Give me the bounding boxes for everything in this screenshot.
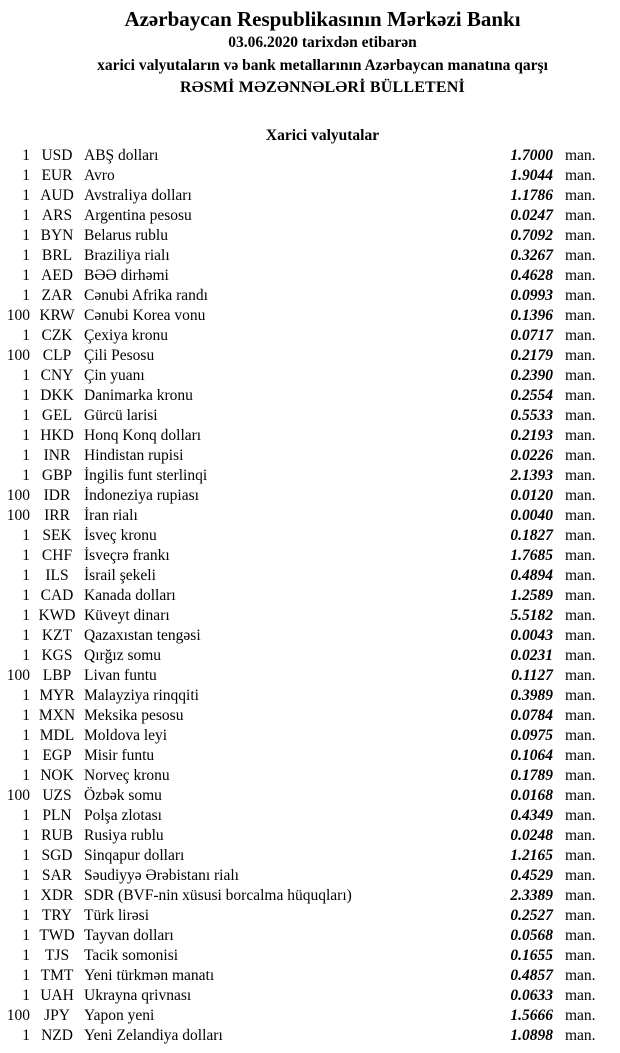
rate-row (0, 346, 620, 366)
rate-value: 1.7000 (510, 146, 553, 164)
rate-unit: man. (565, 906, 596, 924)
rate-unit: man. (565, 766, 596, 784)
rate-unit: man. (565, 506, 596, 524)
rate-row (0, 206, 620, 226)
rate-quantity: 1 (22, 806, 30, 824)
rate-row (0, 326, 620, 346)
rate-row (0, 266, 620, 286)
rate-quantity: 1 (22, 926, 30, 944)
rate-quantity: 1 (22, 386, 30, 404)
rate-value: 1.1786 (510, 186, 553, 204)
rate-row (0, 306, 620, 326)
rate-value: 0.0247 (510, 206, 553, 224)
currency-code: TJS (44, 946, 70, 964)
rate-value: 0.0717 (510, 326, 553, 344)
currency-code: USD (41, 146, 73, 164)
rate-unit: man. (565, 666, 596, 684)
currency-code: NOK (40, 766, 74, 784)
rate-quantity: 1 (22, 986, 30, 1004)
rate-value: 0.2179 (510, 346, 553, 364)
rate-unit: man. (565, 846, 596, 864)
rate-value: 0.5533 (510, 406, 553, 424)
rate-row (0, 566, 620, 586)
rate-quantity: 1 (22, 766, 30, 784)
rate-quantity: 1 (22, 206, 30, 224)
rate-value: 1.0898 (510, 1026, 553, 1044)
rate-row (0, 606, 620, 626)
currency-name: BƏƏ dirhəmi (84, 266, 169, 284)
rate-unit: man. (565, 986, 596, 1004)
rate-value: 2.1393 (510, 466, 553, 484)
rate-unit: man. (565, 646, 596, 664)
currency-code: IRR (44, 506, 70, 524)
currency-code: INR (43, 446, 71, 464)
rate-value: 0.0043 (510, 626, 553, 644)
rate-unit: man. (565, 486, 596, 504)
currency-code: HKD (40, 426, 74, 444)
rate-unit: man. (565, 246, 596, 264)
currency-code: MXN (38, 706, 76, 724)
rate-row (0, 146, 620, 166)
rate-quantity: 1 (22, 906, 30, 924)
rate-row (0, 646, 620, 666)
currency-name: Cənubi Korea vonu (84, 306, 206, 324)
rate-value: 0.1655 (510, 946, 553, 964)
rate-unit: man. (565, 326, 596, 344)
rate-value: 1.9044 (510, 166, 553, 184)
rate-quantity: 1 (22, 246, 30, 264)
rate-quantity: 1 (22, 646, 30, 664)
rate-row (0, 966, 620, 986)
currency-name: Gürcü larisi (84, 406, 158, 424)
currency-name: Danimarka kronu (84, 386, 193, 404)
rate-unit: man. (565, 186, 596, 204)
currency-code: EUR (41, 166, 73, 184)
rate-unit: man. (565, 746, 596, 764)
currency-code: KGS (41, 646, 73, 664)
currency-name: Səudiyyə Ərəbistanı rialı (84, 866, 239, 884)
currency-name: Qazaxıstan tengəsi (84, 626, 201, 644)
rate-quantity: 1 (22, 846, 30, 864)
currency-name: Meksika pesosu (84, 706, 184, 724)
rate-row (0, 506, 620, 526)
rate-quantity: 1 (22, 686, 30, 704)
rate-row (0, 406, 620, 426)
currency-code: GEL (41, 406, 73, 424)
rate-row (0, 866, 620, 886)
rate-value: 0.1127 (511, 666, 553, 684)
rate-row (0, 246, 620, 266)
currency-name: Livan funtu (84, 666, 157, 684)
currency-name: Ukrayna qrivnası (84, 986, 192, 1004)
currency-name: Misir funtu (84, 746, 155, 764)
currency-name: Özbək somu (84, 786, 162, 804)
currency-name: Yeni türkmən manatı (84, 966, 215, 984)
currency-code: MYR (39, 686, 75, 704)
currency-code: CNY (40, 366, 74, 384)
rate-value: 0.1827 (510, 526, 553, 544)
rate-unit: man. (565, 266, 596, 284)
currency-name: SDR (BVF-nin xüsusi borcalma hüquqları) (84, 886, 352, 904)
currency-name: ABŞ dolları (84, 146, 159, 164)
rate-quantity: 1 (22, 546, 30, 564)
rate-row (0, 746, 620, 766)
rate-row (0, 946, 620, 966)
currency-code: AED (41, 266, 73, 284)
rate-unit: man. (565, 526, 596, 544)
rate-quantity: 1 (22, 746, 30, 764)
rate-value: 0.1789 (510, 766, 553, 784)
rate-row (0, 986, 620, 1006)
currency-name: Yeni Zelandiya dolları (84, 1026, 223, 1044)
rate-value: 5.5182 (510, 606, 553, 624)
currency-name: İndoneziya rupiası (84, 486, 199, 504)
currency-name: Qırğız somu (84, 646, 162, 664)
currency-code: MDL (39, 726, 75, 744)
rate-row (0, 906, 620, 926)
rate-quantity: 1 (22, 226, 30, 244)
rate-row (0, 586, 620, 606)
rate-value: 0.0231 (510, 646, 553, 664)
currency-name: Türk lirəsi (84, 906, 149, 924)
currency-code: UZS (42, 786, 72, 804)
currency-code: UAH (40, 986, 74, 1004)
rate-unit: man. (565, 146, 596, 164)
rate-quantity: 1 (22, 726, 30, 744)
rate-unit: man. (565, 426, 596, 444)
rate-row (0, 386, 620, 406)
rate-value: 0.0226 (510, 446, 553, 464)
rate-value: 0.0168 (510, 786, 553, 804)
rate-quantity: 1 (22, 266, 30, 284)
rate-unit: man. (565, 386, 596, 404)
rate-row (0, 806, 620, 826)
rate-quantity: 1 (22, 826, 30, 844)
rate-unit: man. (565, 366, 596, 384)
currency-name: İran rialı (84, 506, 138, 524)
rate-unit: man. (565, 206, 596, 224)
currency-code: KZT (41, 626, 73, 644)
rate-row (0, 286, 620, 306)
rate-quantity: 1 (22, 146, 30, 164)
rate-unit: man. (565, 886, 596, 904)
currency-name: Hindistan rupisi (84, 446, 184, 464)
currency-name: Moldova leyi (84, 726, 168, 744)
rate-row (0, 706, 620, 726)
currency-name: Norveç kronu (84, 766, 170, 784)
rate-quantity: 1 (22, 586, 30, 604)
currency-code: SAR (41, 866, 73, 884)
currency-code: TRY (41, 906, 73, 924)
currency-code: GBP (41, 466, 73, 484)
currency-name: Sinqapur dolları (84, 846, 185, 864)
rate-value: 0.3267 (510, 246, 553, 264)
rate-unit: man. (565, 626, 596, 644)
rate-quantity: 1 (22, 566, 30, 584)
currency-code: NZD (41, 1026, 73, 1044)
currency-code: XDR (40, 886, 74, 904)
currency-code: EGP (42, 746, 72, 764)
currency-name: Tacik somonisi (84, 946, 179, 964)
currency-name: Avro (84, 166, 115, 184)
rate-quantity: 100 (6, 486, 30, 504)
rate-row (0, 846, 620, 866)
rate-unit: man. (565, 546, 596, 564)
rate-quantity: 1 (22, 366, 30, 384)
rate-value: 0.4628 (510, 266, 553, 284)
currency-name: Argentina pesosu (84, 206, 192, 224)
rate-quantity: 1 (22, 626, 30, 644)
rate-unit: man. (565, 926, 596, 944)
currency-name: Yapon yeni (84, 1006, 155, 1024)
rate-quantity: 100 (6, 666, 30, 684)
rate-value: 0.2527 (510, 906, 553, 924)
rate-row (0, 366, 620, 386)
currency-name: Tayvan dolları (84, 926, 174, 944)
bulletin-header (0, 0, 620, 100)
rate-value: 0.0975 (510, 726, 553, 744)
rate-unit: man. (565, 346, 596, 364)
currency-code: CHF (41, 546, 73, 564)
rate-row (0, 726, 620, 746)
currency-code: ZAR (41, 286, 73, 304)
rate-quantity: 100 (6, 786, 30, 804)
currency-name: Çin yuanı (84, 366, 145, 384)
rate-row (0, 446, 620, 466)
rate-unit: man. (565, 606, 596, 624)
currency-name: Küveyt dinarı (84, 606, 170, 624)
rate-row (0, 1006, 620, 1026)
currency-name: Kanada dolları (84, 586, 176, 604)
rate-value: 0.2193 (510, 426, 553, 444)
rate-quantity: 1 (22, 286, 30, 304)
currency-code: BYN (40, 226, 74, 244)
rate-value: 1.2165 (510, 846, 553, 864)
rate-unit: man. (565, 286, 596, 304)
rate-unit: man. (565, 566, 596, 584)
subtitle-line: xarici valyutaların və bank metallarının Azərbaycan manatına qarşı (97, 56, 548, 74)
rate-unit: man. (565, 706, 596, 724)
rate-quantity: 1 (22, 946, 30, 964)
rate-quantity: 1 (22, 526, 30, 544)
rate-unit: man. (565, 466, 596, 484)
rate-row (0, 466, 620, 486)
currency-code: RUB (41, 826, 73, 844)
rate-value: 1.7685 (510, 546, 553, 564)
rate-quantity: 1 (22, 446, 30, 464)
bank-name: Azərbaycan Respublikasının Mərkəzi Bankı (124, 7, 521, 31)
rate-unit: man. (565, 786, 596, 804)
rate-value: 0.0120 (510, 486, 553, 504)
rate-row (0, 826, 620, 846)
rate-value: 0.3989 (510, 686, 553, 704)
rate-value: 0.0633 (510, 986, 553, 1004)
currency-name: Polşa zlotası (84, 806, 162, 824)
rate-unit: man. (565, 806, 596, 824)
rate-value: 0.2554 (510, 386, 553, 404)
rate-unit: man. (565, 686, 596, 704)
rate-value: 0.4349 (510, 806, 553, 824)
currency-name: Malayziya rinqqiti (84, 686, 199, 704)
effective-date-line: 03.06.2020 tarixdən etibarən (228, 34, 417, 51)
rate-value: 0.0568 (510, 926, 553, 944)
currency-code: ARS (41, 206, 73, 224)
currency-code: CLP (42, 346, 72, 364)
rate-quantity: 1 (22, 186, 30, 204)
rate-unit: man. (565, 726, 596, 744)
rate-unit: man. (565, 166, 596, 184)
currency-code: LBP (42, 666, 72, 684)
rate-quantity: 1 (22, 886, 30, 904)
rate-value: 0.1396 (510, 306, 553, 324)
rate-unit: man. (565, 1006, 596, 1024)
rate-quantity: 1 (22, 466, 30, 484)
currency-code: PLN (42, 806, 72, 824)
rate-value: 0.4894 (510, 566, 553, 584)
rate-quantity: 100 (6, 346, 30, 364)
currency-name: İngilis funt sterlinqi (84, 466, 208, 484)
rate-row (0, 766, 620, 786)
rate-value: 0.0040 (510, 506, 553, 524)
rate-value: 0.0248 (510, 826, 553, 844)
rate-unit: man. (565, 226, 596, 244)
rate-row (0, 1026, 620, 1046)
currency-code: JPY (44, 1006, 70, 1024)
rate-row (0, 486, 620, 506)
rate-value: 0.2390 (510, 366, 553, 384)
currency-name: Braziliya rialı (84, 246, 170, 264)
rate-unit: man. (565, 826, 596, 844)
rate-value: 0.1064 (510, 746, 553, 764)
section-title-foreign-currencies: Xarici valyutalar (265, 126, 380, 144)
rate-unit: man. (565, 946, 596, 964)
rate-value: 1.5666 (510, 1006, 553, 1024)
rate-row (0, 666, 620, 686)
currency-name: Çili Pesosu (84, 346, 155, 364)
rate-unit: man. (565, 586, 596, 604)
rate-row (0, 626, 620, 646)
rate-quantity: 1 (22, 966, 30, 984)
currency-name: Rusiya rublu (84, 826, 164, 844)
rate-row (0, 786, 620, 806)
rate-value: 0.7092 (510, 226, 553, 244)
currency-code: KWD (38, 606, 76, 624)
currency-code: KRW (39, 306, 75, 324)
rate-quantity: 1 (22, 1026, 30, 1044)
currency-code: DKK (40, 386, 74, 404)
rate-row (0, 926, 620, 946)
rate-value: 0.4857 (510, 966, 553, 984)
rate-unit: man. (565, 306, 596, 324)
rate-quantity: 1 (22, 706, 30, 724)
rate-unit: man. (565, 446, 596, 464)
rate-quantity: 100 (6, 306, 30, 324)
rate-quantity: 100 (6, 1006, 30, 1024)
currency-code: CZK (41, 326, 73, 344)
rate-quantity: 100 (6, 506, 30, 524)
currency-code: ILS (45, 566, 69, 584)
currency-code: TWD (39, 926, 75, 944)
rate-value: 1.2589 (510, 586, 553, 604)
rate-row (0, 186, 620, 206)
rate-row (0, 886, 620, 906)
currency-name: İsrail şekeli (84, 566, 156, 584)
rate-unit: man. (565, 966, 596, 984)
rate-quantity: 1 (22, 866, 30, 884)
currency-code: SGD (41, 846, 73, 864)
rate-value: 0.0993 (510, 286, 553, 304)
rate-row (0, 526, 620, 546)
rate-quantity: 1 (22, 406, 30, 424)
currency-code: TMT (40, 966, 74, 984)
rates-table (0, 146, 620, 1046)
currency-name: Cənubi Afrika randı (84, 286, 208, 304)
bulletin-title: RƏSMİ MƏZƏNNƏLƏRİ BÜLLETENİ (180, 79, 465, 96)
rate-quantity: 1 (22, 326, 30, 344)
currency-name: Çexiya kronu (84, 326, 168, 344)
currency-name: Belarus rublu (84, 226, 168, 244)
rate-value: 0.0784 (510, 706, 553, 724)
currency-code: CAD (40, 586, 74, 604)
rate-row (0, 546, 620, 566)
currency-code: SEK (42, 526, 72, 544)
currency-code: BRL (41, 246, 73, 264)
rate-unit: man. (565, 866, 596, 884)
rate-value: 0.4529 (510, 866, 553, 884)
rate-row (0, 686, 620, 706)
rate-quantity: 1 (22, 606, 30, 624)
currency-code: AUD (40, 186, 74, 204)
rate-quantity: 1 (22, 426, 30, 444)
rate-quantity: 1 (22, 166, 30, 184)
currency-name: İsveçrə frankı (84, 546, 170, 564)
rate-value: 2.3389 (510, 886, 553, 904)
currency-code: IDR (43, 486, 71, 504)
currency-name: İsveç kronu (84, 526, 157, 544)
currency-name: Avstraliya dolları (84, 186, 192, 204)
rate-row (0, 166, 620, 186)
rate-row (0, 426, 620, 446)
rate-row (0, 226, 620, 246)
rate-unit: man. (565, 1026, 596, 1044)
rate-unit: man. (565, 406, 596, 424)
currency-name: Honq Konq dolları (84, 426, 202, 444)
